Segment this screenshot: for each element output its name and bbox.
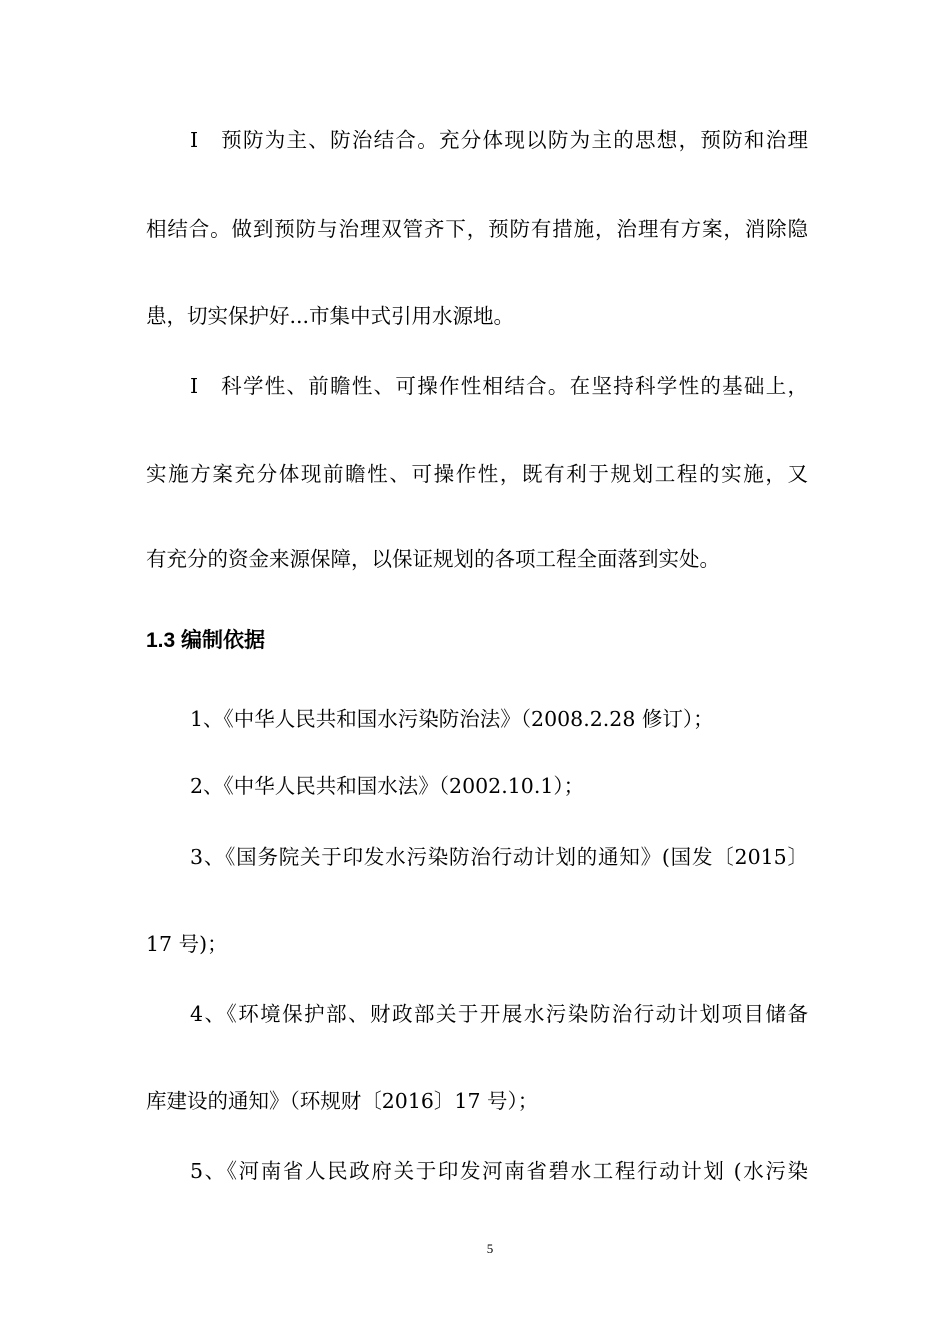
paragraph-line: 相结合。做到预防与治理双管齐下，预防有措施，治理有方案，消除隐 (146, 217, 808, 241)
paragraph-line: Ⅰ 预防为主、防治结合。充分体现以防为主的思想，预防和治理 (190, 128, 808, 152)
page-number: 5 (486, 1241, 494, 1256)
list-item-continuation: 17 号)； (146, 932, 228, 956)
list-item-continuation: 库建设的通知》（环规财〔2016〕17 号）； (146, 1089, 539, 1113)
paragraph-line: 患，切实保护好...市集中式引用水源地。 (146, 304, 515, 328)
list-item: 5、《河南省人民政府关于印发河南省碧水工程行动计划 (水污染 (190, 1159, 808, 1183)
list-item: 1、《中华人民共和国水污染防治法》（2008.2.28 修订）； (190, 707, 714, 731)
paragraph-line: 实施方案充分体现前瞻性、可操作性，既有利于规划工程的实施，又 (146, 462, 808, 486)
list-item: 4、《环境保护部、财政部关于开展水污染防治行动计划项目储备 (190, 1002, 808, 1026)
section-heading: 1.3 编制依据 (146, 629, 266, 652)
list-item: 3、《国务院关于印发水污染防治行动计划的通知》(国发〔2015〕 (190, 845, 808, 869)
paragraph-line: 有充分的资金来源保障，以保证规划的各项工程全面落到实处。 (146, 547, 720, 571)
paragraph-line: Ⅰ 科学性、前瞻性、可操作性相结合。在坚持科学性的基础上， (190, 374, 808, 398)
list-item: 2、《中华人民共和国水法》（2002.10.1）； (190, 774, 585, 798)
